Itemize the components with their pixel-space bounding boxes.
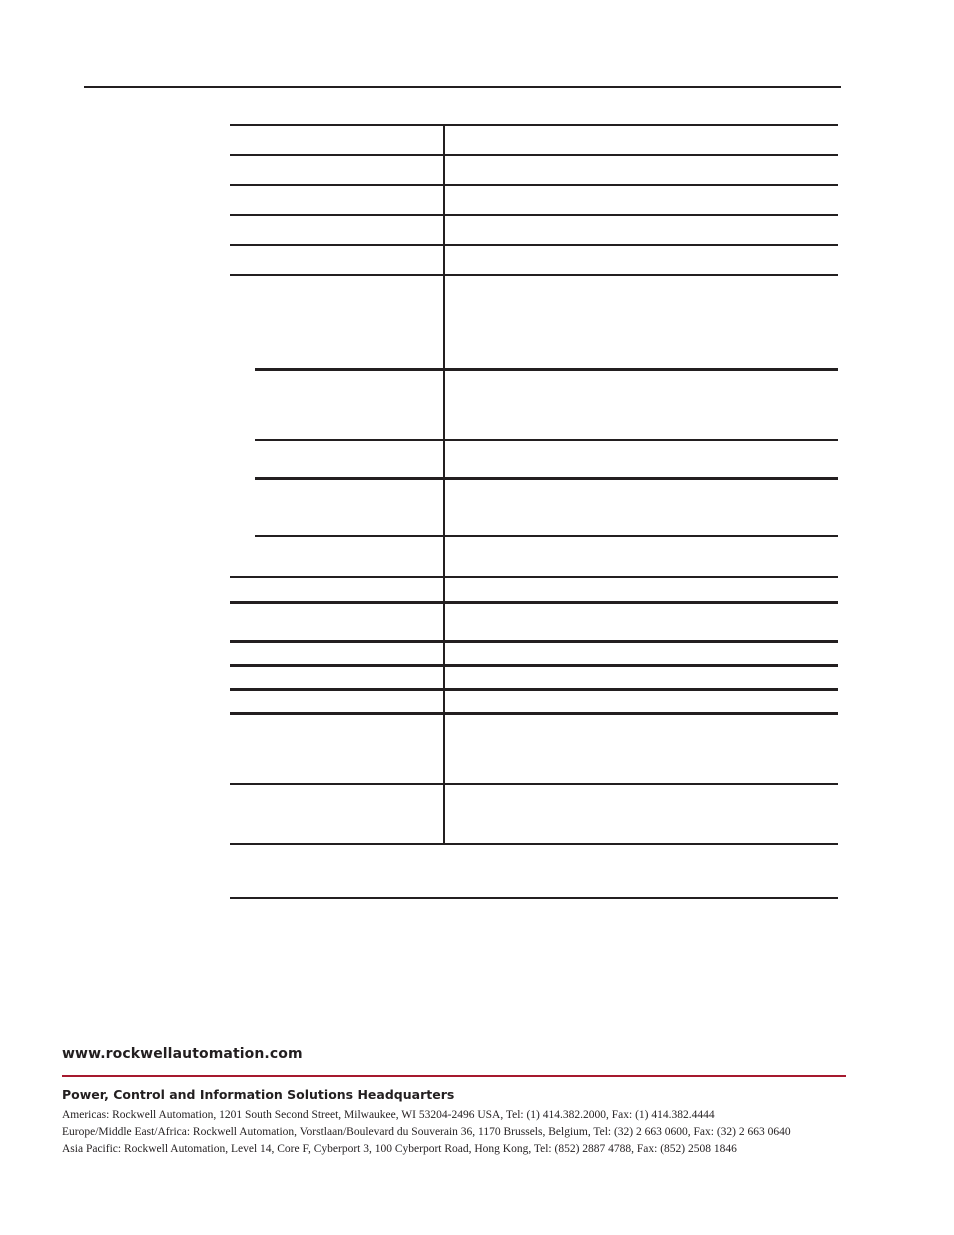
table-rule <box>230 712 838 715</box>
table-rule <box>230 214 838 216</box>
website-link[interactable]: www.rockwellautomation.com <box>62 1046 303 1062</box>
table-rule <box>255 439 838 441</box>
address-asia-pacific: Asia Pacific: Rockwell Automation, Level 14, Core F, Cyberport 3, 100 Cyberport Road, Hong Kong, Tel: (852) 2887 4788, Fax: (852) 2508 1846 <box>62 1143 737 1155</box>
table-rule <box>255 368 838 371</box>
table-rule <box>230 124 838 126</box>
table-rule <box>255 535 838 537</box>
address-americas: Americas: Rockwell Automation, 1201 South Second Street, Milwaukee, WI 53204-2496 USA, Tel: (1) 414.382.2000, Fax: (1) 414.382.4444 <box>62 1109 715 1121</box>
table-rule <box>230 843 838 845</box>
table-rule <box>230 601 838 604</box>
table-rule <box>230 154 838 156</box>
table-rule <box>230 640 838 643</box>
table-rule <box>230 184 838 186</box>
table-rule <box>230 664 838 667</box>
table-rule <box>230 897 838 899</box>
table-rule <box>255 477 838 480</box>
table-rule <box>230 244 838 246</box>
headquarters-title: Power, Control and Information Solutions Headquarters <box>62 1087 455 1102</box>
table-column-divider <box>443 124 445 844</box>
table-rule <box>230 576 838 578</box>
table-rule <box>230 783 838 785</box>
address-emea: Europe/Middle East/Africa: Rockwell Automation, Vorstlaan/Boulevard du Souverain 36, 1170 Brussels, Belgium, Tel: (32) 2 663 0600, Fax: (32) 2 663 0640 <box>62 1126 791 1138</box>
footer-divider <box>62 1075 846 1077</box>
table-rule <box>230 688 838 691</box>
table-rule <box>230 274 838 276</box>
